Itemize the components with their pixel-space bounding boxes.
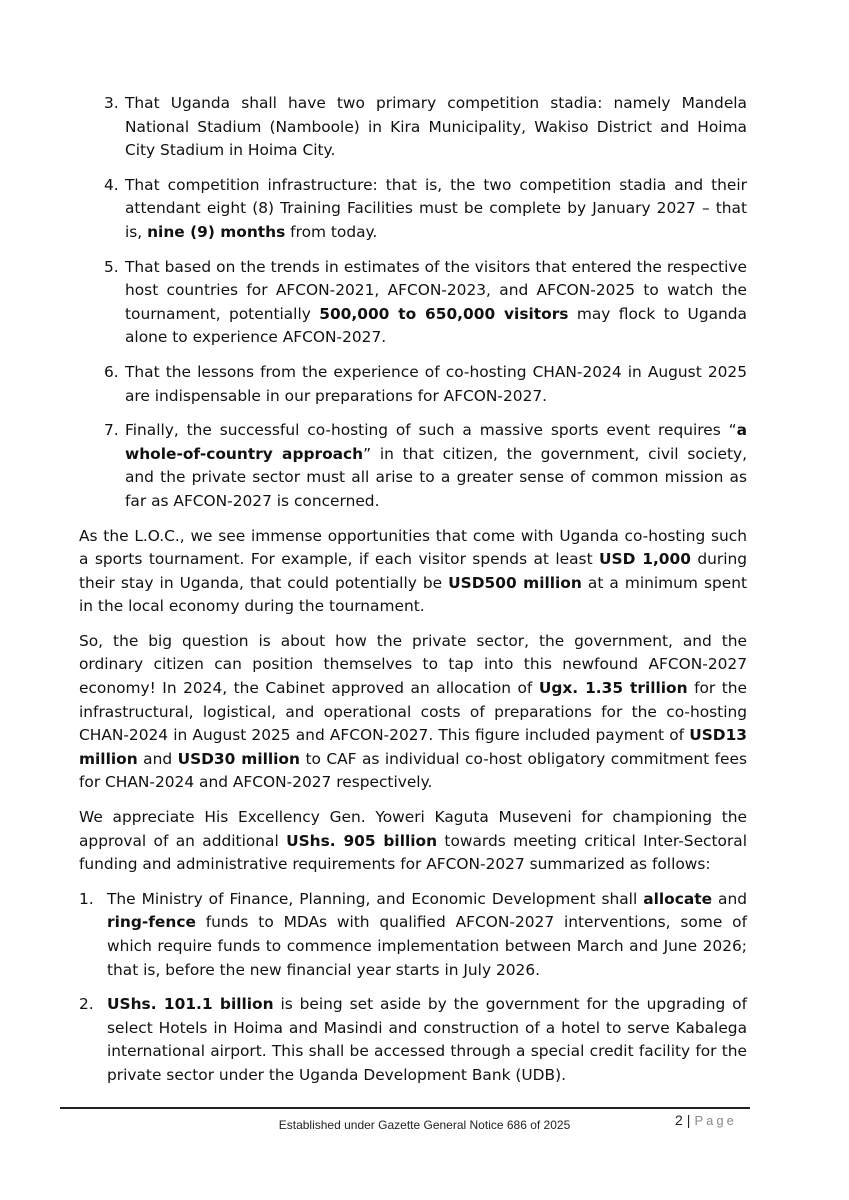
text-run: The Ministry of Finance, Planning, and Economic Development shall	[107, 889, 644, 908]
text-run: So, the big question is about how the private sector, the government, and the ordinary citizen can position themselves to tap into this newfound AFCON-2027 economy! In 2024, the Cabinet approved an allocation of	[79, 631, 747, 698]
text-run: for the infrastructural, logistical, and operational costs of preparations for the co-hosting CHAN-2024 in August 2025 and AFCON-2027. This figure included payment of	[79, 679, 747, 745]
page-separator: |	[686, 1112, 691, 1128]
page-number-value: 2	[675, 1112, 683, 1128]
list-number: 6.	[104, 362, 119, 381]
bold-text: USD 1,000	[599, 550, 691, 569]
list-item	[79, 419, 747, 513]
list-number: 7.	[104, 421, 119, 440]
list-number: 1.	[79, 889, 94, 908]
list-item	[79, 888, 747, 982]
list-number: 4.	[104, 175, 119, 194]
text-run: That based on the trends in estimates of the visitors that entered the respective host countries for AFCON-2021, AFCON-2023, and AFCON-2025 to watch the tournament, potentially	[125, 257, 747, 323]
text-run: from today.	[285, 222, 378, 241]
text-run: As the L.O.C., we see immense opportunities that come with Uganda co-hosting such a sports tournament. For example, if each visitor spends at least	[79, 526, 747, 569]
bold-text: a whole-of-country approach	[125, 421, 747, 463]
numbered-list-commitments	[79, 92, 747, 514]
text-run: towards meeting critical Inter-Sectoral funding and administrative requirements for AFCON-2027 summarized as follows:	[79, 831, 747, 874]
text-run: and	[712, 889, 747, 908]
text-run: That the lessons from the experience of co-hosting CHAN-2024 in August 2025 are indispensable in our preparations for AFCON-2027.	[125, 362, 747, 405]
list-number: 5.	[104, 257, 119, 276]
paragraph	[79, 525, 747, 619]
text-run: is being set aside by the government for the upgrading of select Hotels in Hoima and Masindi and construction of a hotel to serve Kabalega international airport. This shall be accessed through a special credit facility for the private sector under the Uganda Development Bank (UDB).	[107, 995, 748, 1084]
list-item	[79, 993, 747, 1087]
paragraph	[79, 630, 747, 795]
text-run: Finally, the successful co-hosting of such a massive sports event requires “	[125, 421, 737, 440]
page-number	[675, 1112, 737, 1128]
body-paragraphs	[79, 525, 747, 877]
bold-text: USD500 million	[448, 573, 582, 592]
list-item	[79, 256, 747, 350]
numbered-list-funding	[79, 888, 747, 1088]
footer-divider	[60, 1107, 750, 1109]
bold-text: USD30 million	[177, 749, 300, 768]
text-run: may flock to Uganda alone to experience AFCON-2027.	[125, 304, 747, 347]
list-number: 3.	[104, 94, 119, 112]
bold-text: allocate	[643, 889, 713, 908]
text-run: to CAF as individual co-host obligatory commitment fees for CHAN-2024 and AFCON-2027 respectively.	[79, 749, 748, 792]
bold-text: UShs. 101.1 billion	[107, 995, 274, 1014]
list-item	[79, 174, 747, 245]
bold-text: USD13 million	[79, 726, 747, 768]
text-run: That competition infrastructure: that is, the two competition stadia and their attendant eight (8) Training Facilities must be complete by January 2027 – that is,	[125, 175, 747, 241]
footer-notice: Established under Gazette General Notice 686 of 2025	[278, 1118, 571, 1132]
text-run: That Uganda shall have two primary competition stadia: namely Mandela National Stadium (Namboole) in Kira Municipality, Wakiso District and Hoima City Stadium in Hoima City.	[125, 94, 747, 160]
paragraph	[79, 806, 747, 877]
list-item	[79, 92, 747, 163]
page-label: Page	[694, 1113, 737, 1128]
text-run: We appreciate His Excellency Gen. Yoweri Kaguta Museveni for championing the approval of an additional	[79, 808, 747, 850]
bold-text: UShs. 905 billion	[286, 831, 438, 850]
bold-text: Ugx. 1.35 trillion	[538, 679, 688, 698]
text-run: during their stay in Uganda, that could potentially be	[79, 550, 747, 592]
list-number: 2.	[79, 995, 94, 1014]
bold-text: 500,000 to 650,000 visitors	[319, 304, 569, 323]
text-run: funds to MDAs with qualified AFCON-2027 interventions, some of which require funds to commence implementation between March and June 2026; that is, before the new financial year starts in July 2026.	[107, 913, 747, 979]
bold-text: ring-fence	[107, 913, 196, 932]
bold-text: nine (9) months	[147, 222, 286, 241]
document-body	[79, 92, 747, 1099]
text-run: ” in that citizen, the government, civil society, and the private sector must all arise to a greater sense of common mission as far as AFCON-2027 is concerned.	[125, 444, 748, 510]
text-run: and	[137, 749, 178, 768]
list-item	[79, 361, 747, 408]
text-run: at a minimum spent in the local economy during the tournament.	[79, 573, 747, 616]
